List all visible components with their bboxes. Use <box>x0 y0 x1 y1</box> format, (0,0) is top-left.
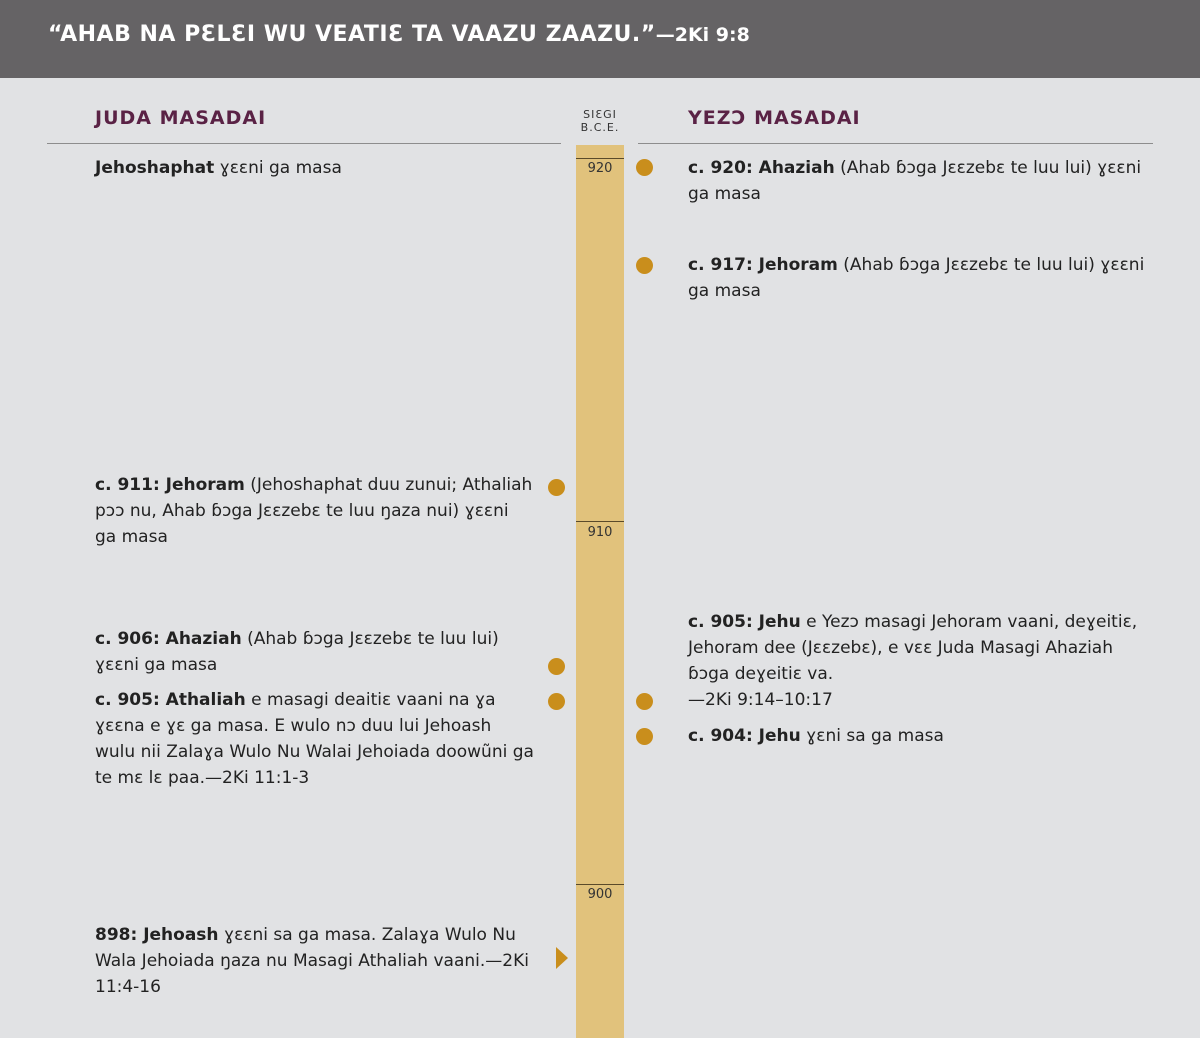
event-marker-arrow-icon <box>556 947 568 969</box>
event-marker-dot <box>548 658 565 675</box>
event-marker-dot <box>636 159 653 176</box>
banner-citation: —2Ki 9:8 <box>655 24 750 46</box>
entry-text: ɣɛni sa ga masa <box>800 726 944 746</box>
tick-910 <box>576 521 624 522</box>
event-marker-dot <box>636 693 653 710</box>
entry-heading: c. 906: Ahaziah <box>95 629 242 649</box>
left-entry-athaliah <box>95 687 535 791</box>
entry-heading: c. 911: Jehoram <box>95 475 245 495</box>
year-label-900: 900 <box>587 887 613 902</box>
entry-text: e Yezɔ masagi Jehoram vaani, deɣeitiɛ, Jehoram dee (Jɛɛzebɛ), e vɛɛ Juda Masagi Ahaziah ɓɔga deɣeitiɛ va. <box>688 612 1138 684</box>
timeline-label-line1: SIƐGI <box>583 108 617 121</box>
entry-text: (Jehoshaphat duu zunui; Athaliah pɔɔ nu, Ahab ɓɔga Jɛɛzebɛ te luu ŋaza nui) ɣɛɛni ga masa <box>95 475 533 547</box>
timeline-label <box>576 108 624 134</box>
entry-text: (Ahab ɓɔga Jɛɛzebɛ te luu lui) ɣɛɛni ga masa <box>688 158 1142 204</box>
entry-text: ɣɛɛni sa ga masa. Zalaɣa Wulo Nu Wala Jehoiada ŋaza nu Masagi Athaliah vaani.—2Ki 11:4-16 <box>95 925 529 997</box>
entry-text: e masagi deaitiɛ vaani na ɣa ɣɛɛna e ɣɛ ga masa. E wulo nɔ duu lui Jehoash wulu nii Zalaɣa Wulo Nu Walai Jehoiada doowũni ga te mɛ lɛ paa.—2Ki 11:1-3 <box>95 690 534 788</box>
event-marker-dot <box>636 257 653 274</box>
right-heading-rule <box>638 143 1153 144</box>
left-entry-jehoash <box>95 922 535 1000</box>
left-entry-jehoshaphat <box>95 155 535 181</box>
event-marker-dot <box>636 728 653 745</box>
entry-heading: c. 905: Athaliah <box>95 690 246 710</box>
entry-heading: c. 905: Jehu <box>688 612 801 632</box>
right-column-heading: YEZƆ MASADAI <box>688 107 861 129</box>
left-column-heading: JUDA MASADAI <box>95 107 267 129</box>
left-entry-jehoram <box>95 472 535 550</box>
entry-text: (Ahab ɓɔga Jɛɛzebɛ te luu lui) ɣɛɛni ga masa <box>95 629 499 675</box>
event-marker-dot <box>548 479 565 496</box>
year-label-910: 910 <box>587 525 613 540</box>
banner-quote: “AHAB NA PƐLƐI WU VEATIƐ TA VAAZU ZAAZU.” <box>48 22 656 47</box>
right-entry-jehu-king <box>688 723 1158 749</box>
entry-text: ɣɛɛni ga masa <box>214 158 342 178</box>
entry-heading: c. 904: Jehu <box>688 726 801 746</box>
entry-heading: Jehoshaphat <box>95 158 215 178</box>
left-heading-rule <box>47 143 561 144</box>
title-banner <box>0 0 1200 78</box>
entry-text: (Ahab ɓɔga Jɛɛzebɛ te luu lui) ɣɛɛni ga masa <box>688 255 1145 301</box>
entry-heading: c. 920: Ahaziah <box>688 158 835 178</box>
banner-title <box>48 22 750 47</box>
tick-920 <box>576 158 624 159</box>
left-entry-ahaziah <box>95 626 535 678</box>
year-label-920: 920 <box>587 161 613 176</box>
entry-heading: c. 917: Jehoram <box>688 255 838 275</box>
right-entry-ahaziah <box>688 155 1158 207</box>
right-entry-jehoram <box>688 252 1158 304</box>
timeline-bar <box>576 145 624 1038</box>
timeline-label-line2: B.C.E. <box>580 121 620 134</box>
entry-heading: 898: Jehoash <box>95 925 219 945</box>
right-entry-jehu-revolt <box>688 609 1158 713</box>
tick-900 <box>576 884 624 885</box>
event-marker-dot <box>548 693 565 710</box>
entry-reference: —2Ki 9:14–10:17 <box>688 690 833 710</box>
